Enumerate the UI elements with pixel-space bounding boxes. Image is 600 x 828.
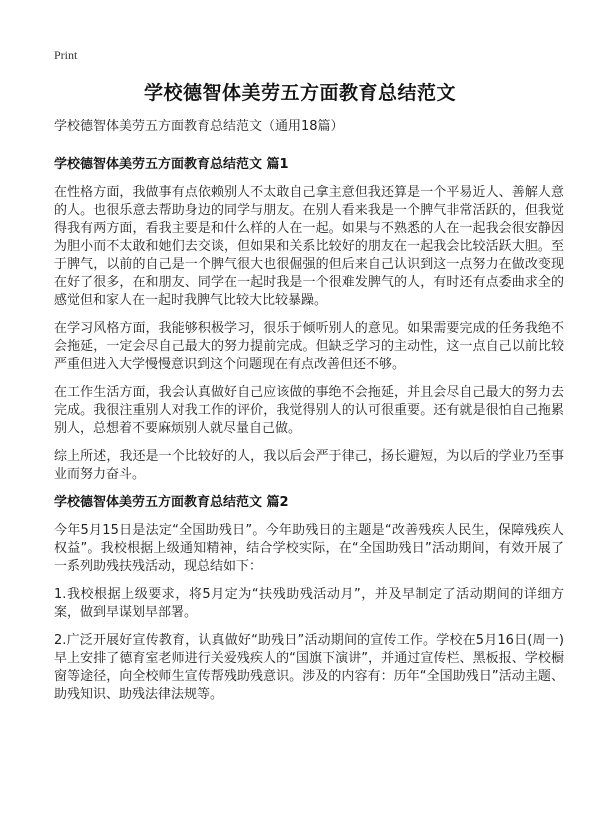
paragraph: 2.广泛开展好宣传教育，认真做好“助残日”活动期间的宣传工作。学校在5月16日(周一)早上安排了德育室老师进行关爱残疾人的“国旗下演讲”，并通过宣传栏、黑板报、学校橱窗等途径，向全校师生宣传帮残助残意识。涉及的内容有：历年“全国助残日”活动主题、助残知识、助残法律法规等。	[54, 633, 564, 702]
paragraph: 1.我校根据上级要求，将5月定为“扶残助残活动月”，并及早制定了活动期间的详细方案，做到早谋划早部署。	[54, 587, 564, 620]
page-title: 学校德智体美劳五方面教育总结范文	[143, 82, 456, 104]
paragraph: 综上所述，我还是一个比较好的人，我以后会严于律己，扬长避短，为以后的学业乃至事业而努力奋斗。	[54, 449, 564, 482]
paragraph: 今年5月15日是法定“全国助残日”。今年助残日的主题是“改善残疾人民生，保障残疾人权益”。我校根据上级通知精神，结合学校实际，在“全国助残日”活动期间，有效开展了一系列助残扶残活动，现总结如下：	[54, 523, 564, 574]
section-2	[54, 494, 564, 704]
section-heading: 学校德智体美劳五方面教育总结范文 篇1	[54, 157, 289, 172]
paragraph: 在性格方面，我做事有点依赖别人不太敢自己拿主意但我还算是一个平易近人、善解人意的人。也很乐意去帮助身边的同学与朋友。在别人看来我是一个脾气非常活跃的，但我觉得我有两方面，看我主要是和什么样的人在一起。如果与不熟悉的人在一起我会很安静因为胆小而不太敢和她们去交谈，但如果和关系比较好的朋友在一起我会比较活跃大胆。至于脾气，以前的自己是一个脾气很大也很倔强的但后来自己认识到这一点努力在做改变现在好了很多，在和朋友、同学在一起时我是一个很难发脾气的人，有时还有点委曲求全的感觉但和家人在一起时我脾气比较大比较暴躁。	[54, 185, 564, 308]
print-link[interactable]: Print	[54, 48, 78, 62]
section-heading: 学校德智体美劳五方面教育总结范文 篇2	[54, 495, 289, 510]
paragraph: 在工作生活方面，我会认真做好自己应该做的事绝不会拖延，并且会尽自己最大的努力去完成。我很注重别人对我工作的评价，我觉得别人的认可很重要。还有就是很怕自己拖累别人，总想着不要麻烦别人就尽量自己做。	[54, 385, 564, 436]
paragraph: 在学习风格方面，我能够积极学习，很乐于倾听别人的意见。如果需要完成的任务我绝不会拖延，一定会尽自己最大的努力提前完成。但缺乏学习的主动性，这一点自己以前比较严重但进入大学慢慢意识到这个问题现在有点改善但还不够。	[54, 321, 564, 372]
section-1	[54, 156, 564, 484]
document-subtitle: 学校德智体美劳五方面教育总结范文（通用18篇）	[54, 119, 344, 134]
document-body	[54, 118, 564, 714]
